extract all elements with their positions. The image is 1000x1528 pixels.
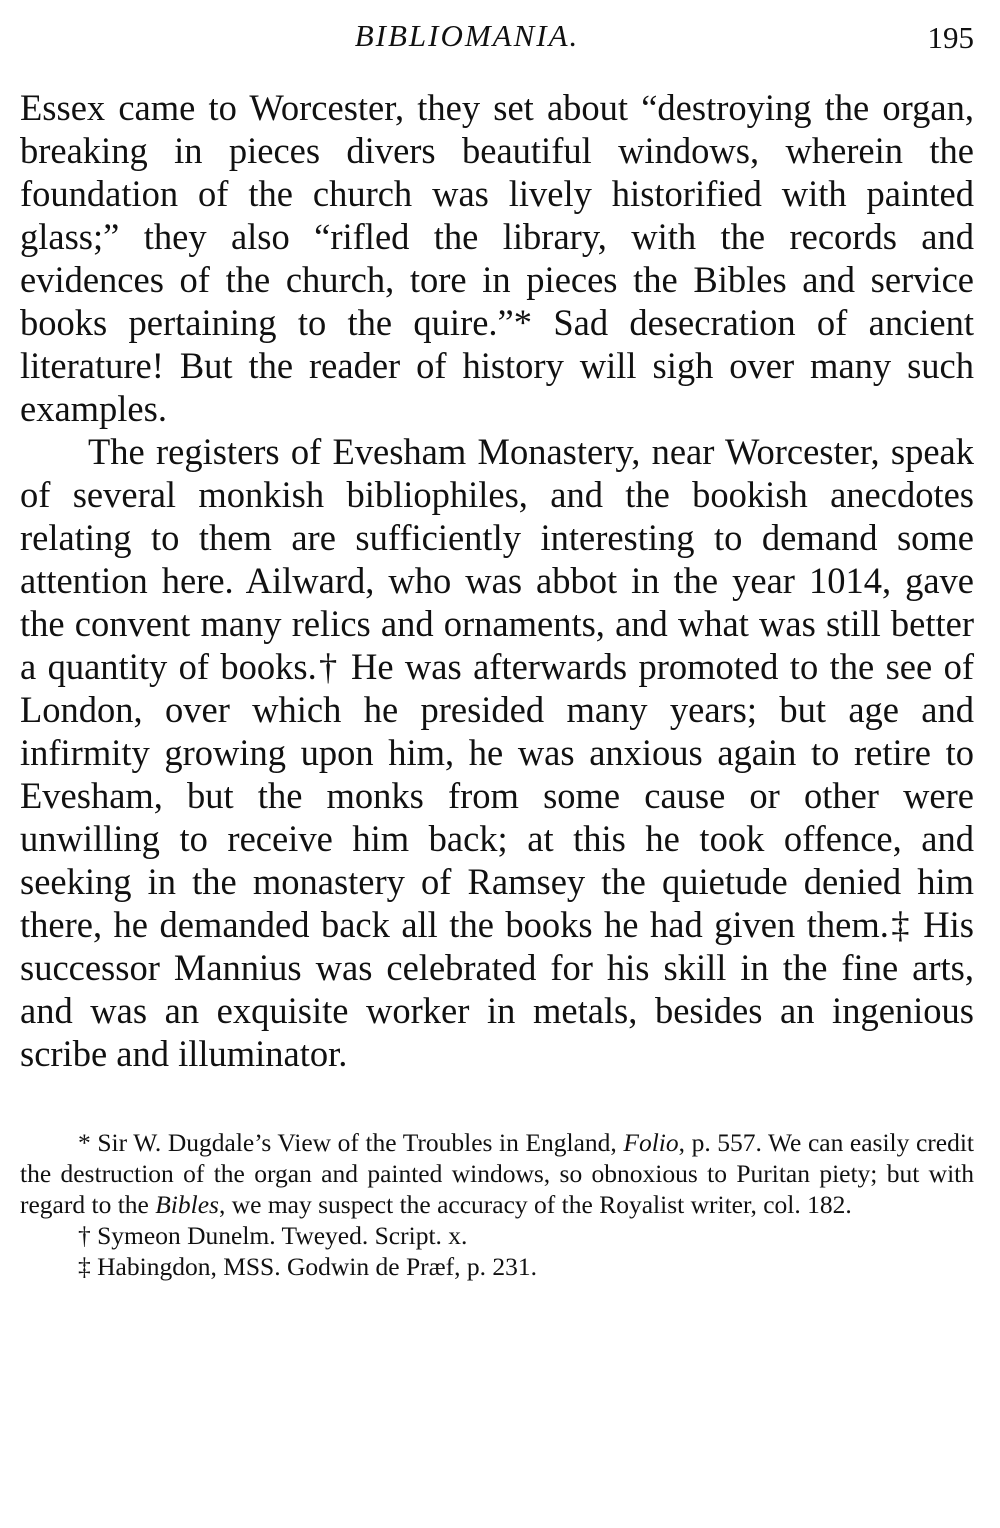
running-title: BIBLIOMANIA. (354, 18, 580, 53)
footnote-italic-text: Bibles (155, 1190, 219, 1219)
footnotes (20, 1127, 974, 1282)
footnote-1 (20, 1127, 974, 1220)
running-head (20, 14, 974, 60)
footnote-text: , we may suspect the accuracy of the Royalist writer, col. 182. (218, 1190, 852, 1219)
footnote-text: * Sir W. Dugdale’s View of the Troubles in England, (78, 1128, 624, 1157)
footnote-2: † Symeon Dunelm. Tweyed. Script. x. (78, 1221, 468, 1250)
body-paragraph: Essex came to Worcester, they set about “destroying the organ, breaking in pieces divers beautiful windows, wherein the foundation of the church was lively historified with painted glass;” they also “rifled the library, with the records and evidences of the church, tore in pieces the Bibles and service books pertaining to the quire.”* Sad desecration of ancient literature! But the reader of history will sigh over many such examples. (20, 87, 974, 429)
page-number: 195 (927, 20, 974, 55)
footnote-3: ‡ Habingdon, MSS. Godwin de Præf, p. 231. (78, 1252, 538, 1281)
book-page (20, 14, 974, 1282)
footnote-italic-text: Folio (623, 1128, 679, 1157)
body-text (20, 86, 974, 1075)
footnote-text: , p. 557. We can easily credit the destruction of the organ and painted windows, so obnoxious to Puritan piety; but with regard to the (20, 1128, 974, 1219)
body-paragraph: The registers of Evesham Monastery, near Worcester, speak of several monkish bibliophiles, and the bookish anecdotes relating to them are sufficiently interesting to demand some attention here. Ailward, who was abbot in the year 1014, gave the convent many relics and ornaments, and what was still better a quantity of books.† He was afterwards promoted to the see of London, over which he presided many years; but age and infirmity growing upon him, he was anxious again to retire to Evesham, but the monks from some cause or other were unwilling to receive him back; at this he took offence, and seeking in the monastery of Ramsey the quietude denied him there, he demanded back all the books he had given them.‡ His successor Mannius was celebrated for his skill in the fine arts, and was an exquisite worker in metals, besides an ingenious scribe and illuminator. (20, 431, 974, 1074)
